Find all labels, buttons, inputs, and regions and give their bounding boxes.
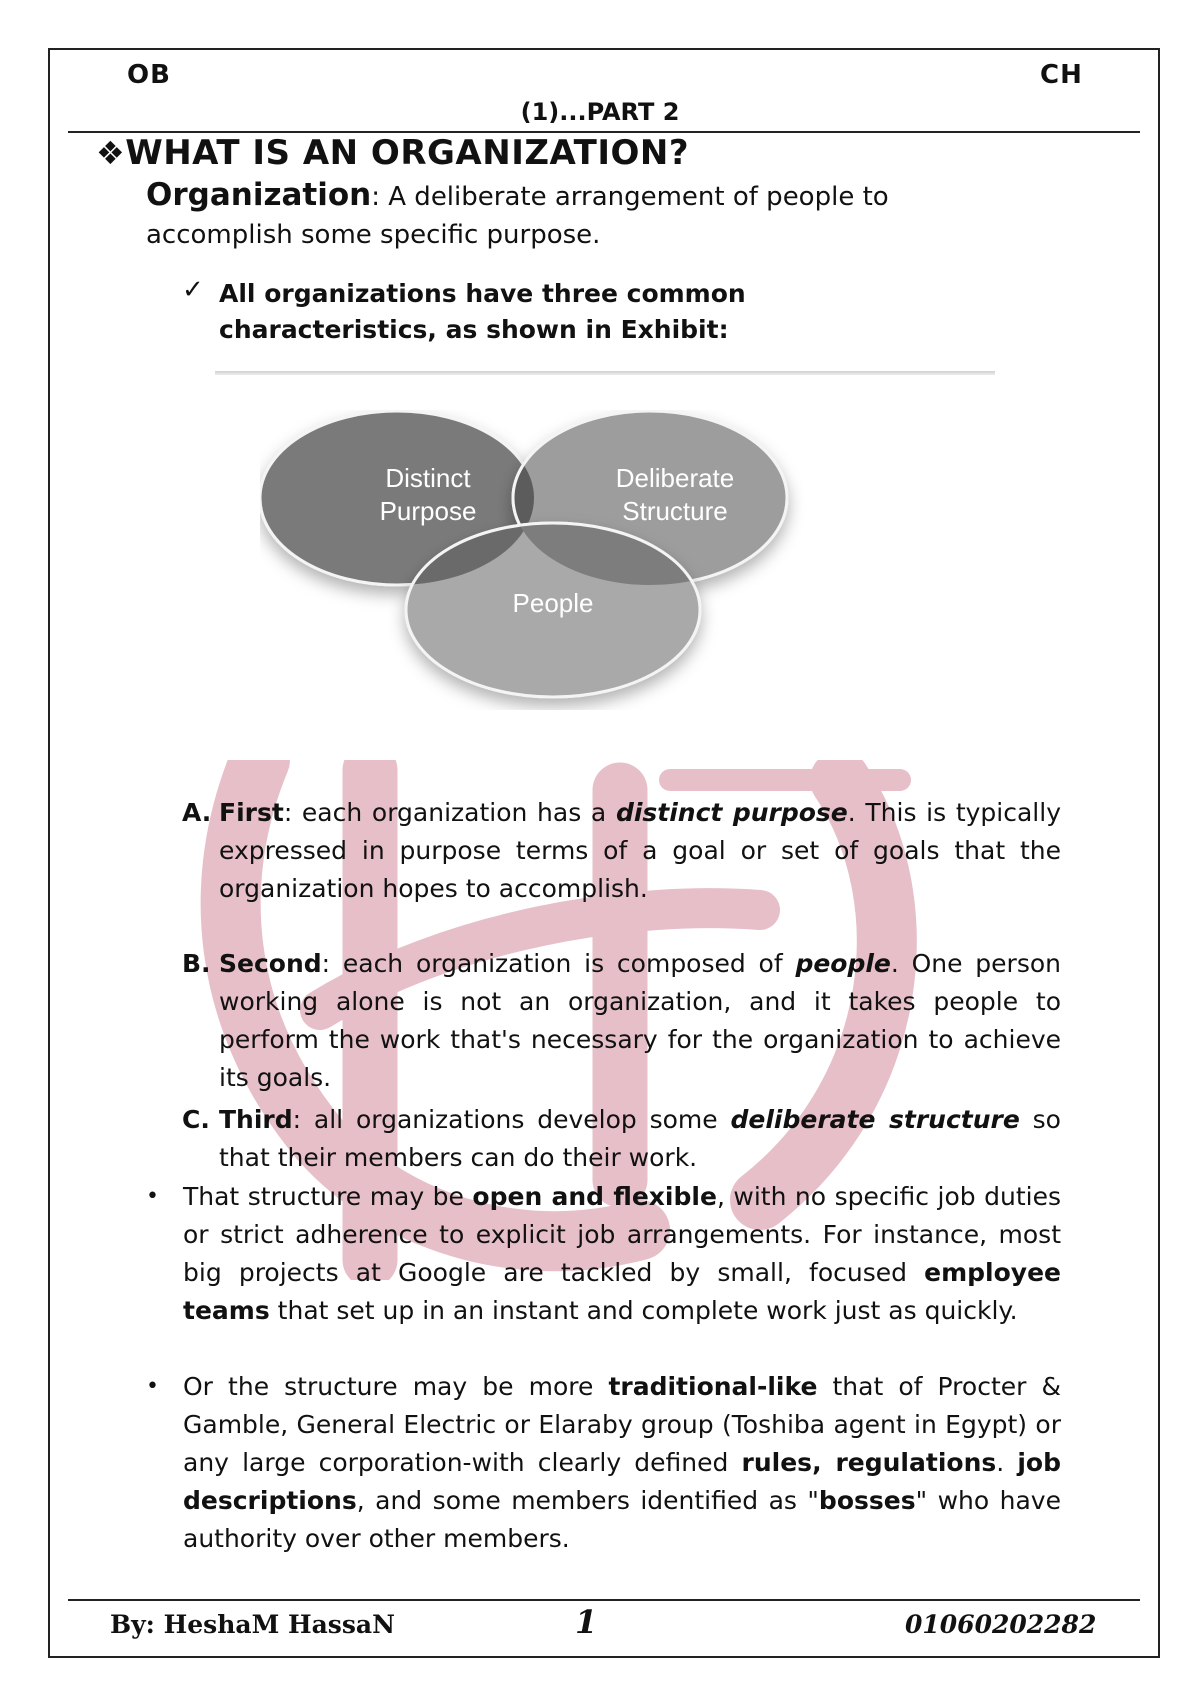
- bullet-dot-icon: •: [146, 1184, 159, 1209]
- circle-label-structure: Structure: [622, 496, 728, 526]
- check-item-text: All organizations have three common characteristics, as shown in Exhibit:: [219, 279, 746, 344]
- item-b-text: Second: each organization is composed of people. One person working alone is not an organization, and it takes people to perform the work that's necessary for the organization to achieve its goals.: [219, 949, 1062, 1092]
- venn-diagram: [260, 410, 840, 710]
- header-right: CH: [1040, 60, 1083, 90]
- definition-text: : A deliberate arrangement of people to accomplish some specific purpose.: [146, 182, 889, 250]
- definition-term: Organization: [146, 177, 372, 213]
- bullet-structure-open: That structure may be open and flexible, with no specific job duties or strict adherence to explicit job arrangements. For instance, most big projects at Google are tackled by small, focused employee teams that set up in an instant and complete work just as quickly.: [183, 1182, 1062, 1325]
- bullet-dot-icon: •: [146, 1374, 159, 1399]
- section-title: ❖WHAT IS AN ORGANIZATION?: [96, 133, 690, 173]
- header-subtitle: (1)...PART 2: [520, 98, 680, 126]
- circle-label-people: People: [512, 588, 594, 618]
- checkmark-icon: ✓: [182, 275, 204, 305]
- footer-page-number: 1: [575, 1603, 598, 1641]
- item-a-text: First: each organization has a distinct purpose. This is typically expressed in purpose terms of a goal or set of goals that the organization hopes to accomplish.: [219, 798, 1061, 903]
- circle-label-deliberate: Deliberate: [615, 463, 735, 493]
- footer-phone: 01060202282: [905, 1610, 1097, 1639]
- item-c-text: Third: all organizations develop some deliberate structure so that their members can do their work.: [219, 1105, 1061, 1172]
- item-c-marker: C.: [182, 1105, 210, 1134]
- item-b-marker: B.: [182, 949, 211, 978]
- footer-rule: [68, 1599, 1140, 1601]
- item-a-marker: A.: [182, 798, 212, 827]
- definition: [146, 176, 966, 254]
- circle-label-distinct: Distinct: [385, 463, 471, 493]
- diamond-bullet-icon: ❖: [96, 134, 126, 172]
- bullet-structure-traditional: Or the structure may be more traditional-like that of Procter & Gamble, General Electric or Elaraby group (Toshiba agent in Egypt) or any large corporation-with clearly defined rules, regulations. job descriptions, and some members identified as "bosses" who have authority over other members.: [183, 1372, 1061, 1553]
- exhibit-divider: [215, 371, 995, 375]
- circle-label-purpose: Purpose: [379, 496, 477, 526]
- header-left: OB: [127, 60, 171, 90]
- footer-author: By: HeshaM HassaN: [110, 1610, 395, 1639]
